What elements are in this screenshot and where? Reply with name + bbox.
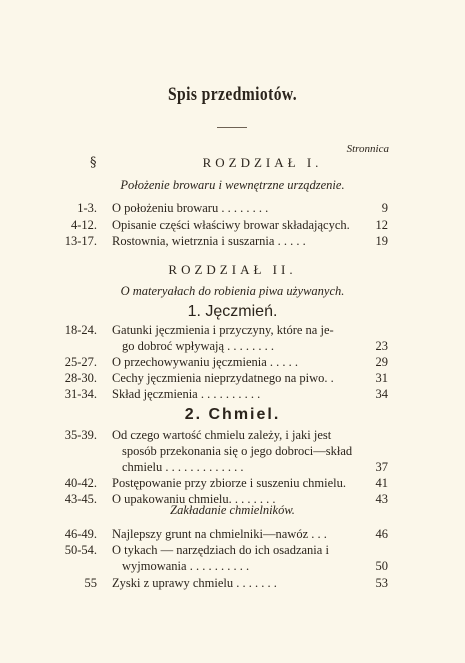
- toc-row: [0, 386, 465, 402]
- toc-entry-text: chmielu . . . . . . . . . . . . .: [122, 460, 244, 474]
- toc-row: [0, 443, 465, 459]
- toc-entry-text: Od czego wartość chmielu zależy, i jaki jest: [112, 428, 332, 442]
- toc-page-number: 31: [375, 371, 388, 385]
- toc-row: [0, 354, 465, 370]
- page-title: Spis przedmiotów.: [167, 84, 298, 105]
- subsection-heading-hop-gardens: Zakładanie chmielników.: [170, 503, 295, 517]
- toc-entry-text: O upakowaniu chmielu. . . . . . . .: [112, 492, 276, 506]
- toc-entry-text: O położeniu browaru . . . . . . . .: [112, 201, 269, 215]
- toc-page-number: 43: [375, 492, 388, 506]
- toc-row: [0, 233, 465, 249]
- toc-page-number: 19: [375, 234, 388, 248]
- toc-row: [0, 338, 465, 354]
- toc-page-number: 34: [375, 387, 388, 401]
- toc-section-number: 28-30.: [64, 371, 97, 385]
- toc-row: [0, 575, 465, 591]
- toc-page-number: 23: [375, 339, 388, 353]
- toc-entry-text: Skład jęczmienia . . . . . . . . . .: [112, 387, 261, 401]
- toc-row: [0, 475, 465, 491]
- toc-page-number: 29: [375, 355, 388, 369]
- toc-row: [0, 217, 465, 233]
- toc-section-number: 18-24.: [64, 323, 97, 337]
- toc-page-number: 53: [375, 576, 388, 590]
- subsection-heading-barley: 1. Jęczmień.: [187, 303, 278, 320]
- toc-section-number: 13-17.: [64, 234, 97, 248]
- toc-row: [0, 322, 465, 338]
- toc-page-number: 12: [375, 218, 388, 232]
- toc-entry-text: Najlepszy grunt na chmielniki—nawóz . . .: [112, 527, 327, 541]
- toc-entry-text: Opisanie części właściwy browar składających.: [112, 218, 350, 232]
- toc-page-number: 37: [375, 460, 388, 474]
- toc-page-number: 50: [375, 559, 388, 573]
- toc-section-number: 4-12.: [70, 218, 97, 232]
- chapter-2-subtitle: O materyałach do robienia piwa używanych.: [120, 284, 345, 298]
- chapter-1-heading: ROZDZIAŁ I.: [202, 155, 323, 170]
- toc-section-number: 43-45.: [64, 492, 97, 506]
- toc-entry-text: wyjmowania . . . . . . . . . .: [122, 559, 250, 573]
- toc-row: [0, 370, 465, 386]
- toc-page-number: 46: [375, 527, 388, 541]
- section-mark: §: [90, 155, 97, 170]
- toc-section-number: 31-34.: [64, 387, 97, 401]
- toc-row: [0, 459, 465, 475]
- toc-row: [0, 427, 465, 443]
- toc-entry-text: O przechowywaniu jęczmienia . . . . .: [112, 355, 299, 369]
- toc-section-number: 46-49.: [64, 527, 97, 541]
- toc-section-number: 1-3.: [77, 201, 97, 215]
- subsection-heading-hops: 2. Chmiel.: [184, 406, 281, 423]
- title-divider: [217, 127, 247, 128]
- page-column-label: Stronnica: [346, 143, 389, 155]
- toc-section-number: 35-39.: [64, 428, 97, 442]
- toc-row: [0, 200, 465, 216]
- toc-entry-text: Gatunki jęczmienia i przyczyny, które na je-: [112, 323, 334, 337]
- chapter-1-subtitle: Położenie browaru i wewnętrzne urządzenie.: [120, 178, 345, 192]
- toc-row: [0, 526, 465, 542]
- toc-page-number: 41: [375, 476, 388, 490]
- toc-entry-text: O tykach — narzędziach do ich osadzania i: [112, 543, 329, 557]
- toc-entry-text: Postępowanie przy zbiorze i suszeniu chmielu.: [112, 476, 346, 490]
- toc-row: [0, 542, 465, 558]
- toc-entry-text: Zyski z uprawy chmielu . . . . . . .: [112, 576, 277, 590]
- toc-section-number: 25-27.: [64, 355, 97, 369]
- toc-entry-text: go dobroć wpływają . . . . . . . .: [122, 339, 275, 353]
- toc-section-number: 40-42.: [64, 476, 97, 490]
- toc-section-number: 55: [84, 576, 97, 590]
- toc-entry-text: Cechy jęczmienia nieprzydatnego na piwo. .: [112, 371, 334, 385]
- toc-entry-text: sposób przekonania się o jego dobroci—skład: [122, 444, 353, 458]
- toc-section-number: 50-54.: [64, 543, 97, 557]
- toc-page-number: 9: [381, 201, 388, 215]
- chapter-2-heading: ROZDZIAŁ II.: [168, 262, 297, 277]
- toc-entry-text: Rostownia, wietrznia i suszarnia . . . . .: [112, 234, 306, 248]
- toc-row: [0, 558, 465, 574]
